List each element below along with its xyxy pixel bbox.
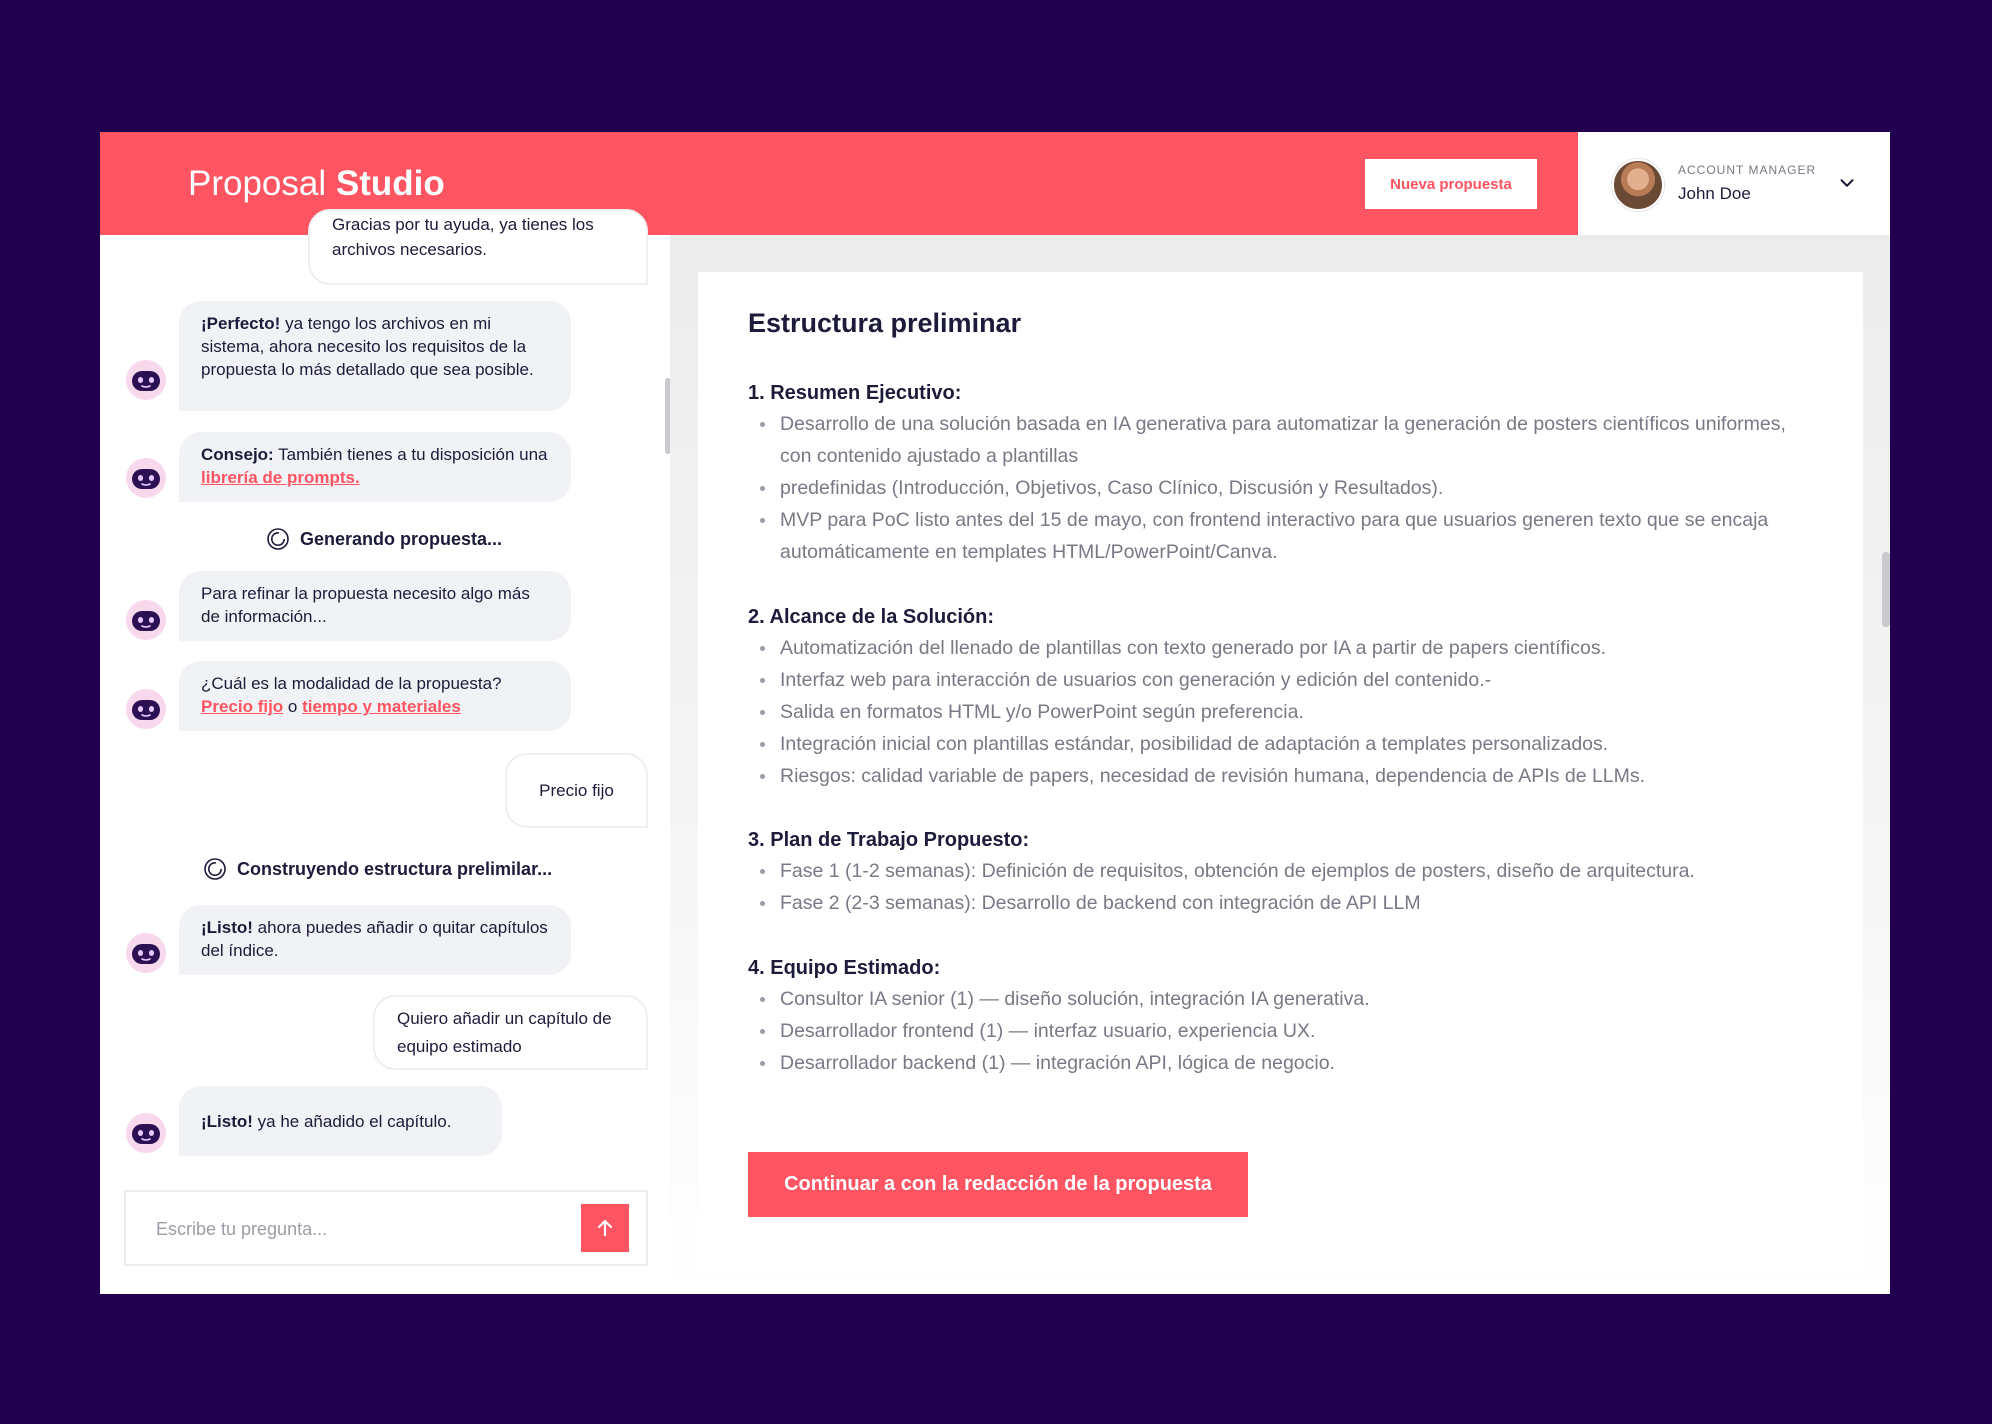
chat-message-bot	[179, 661, 571, 731]
status-text: Generando propuesta...	[300, 528, 503, 549]
list-item: predefinidas (Introducción, Objetivos, Caso Clínico, Discusión y Resultados).	[748, 472, 1808, 504]
message-text: archivos necesarios.	[332, 240, 487, 259]
list-item: MVP para PoC listo antes del 15 de mayo, con frontend interactivo para que usuarios generen texto que se encaja automáticamente en templates HTML/PowerPoint/Canva.	[748, 504, 1808, 568]
list-item: Desarrollador frontend (1) — interfaz usuario, experiencia UX.	[748, 1015, 1808, 1047]
list-item: Integración inicial con plantillas estándar, posibilidad de adaptación a templates personalizados.	[748, 728, 1808, 760]
chat-message-bot	[179, 1086, 502, 1156]
robot-icon	[124, 687, 168, 731]
brand-light: Proposal	[188, 164, 327, 203]
chevron-down-icon[interactable]	[1836, 172, 1858, 194]
message-text: Precio fijo	[539, 780, 614, 800]
robot-icon	[124, 598, 168, 642]
spinner-icon	[203, 857, 227, 881]
user-menu[interactable]	[1578, 132, 1890, 235]
brand-logo[interactable]	[188, 164, 445, 204]
chat-message-bot	[179, 301, 571, 411]
chat-message-user	[308, 209, 648, 285]
list-item: Interfaz web para interacción de usuarios con generación y edición del contenido.-	[748, 664, 1808, 696]
message-bold: ¡Perfecto!	[201, 314, 281, 333]
section-heading: 4. Equipo Estimado:	[748, 957, 941, 979]
send-button[interactable]	[581, 1204, 629, 1252]
message-text: ¿Cuál es la modalidad de la propuesta?	[201, 674, 502, 693]
list-item: Consultor IA senior (1) — diseño solución, integración IA generativa.	[748, 983, 1808, 1015]
modality-options	[201, 695, 549, 718]
option-fixed-price-link[interactable]: Precio fijo	[201, 697, 284, 716]
message-text: Quiero añadir un capítulo de equipo estimado	[397, 1009, 612, 1056]
chat-message-bot	[179, 571, 571, 641]
chat-input[interactable]	[156, 1214, 556, 1244]
status-building	[203, 857, 552, 881]
list-item: Automatización del llenado de plantillas con texto generado por IA a partir de papers científicos.	[748, 632, 1808, 664]
chat-message-bot	[179, 432, 571, 502]
status-text: Construyendo estructura prelimilar...	[237, 858, 553, 879]
user-name: John Doe	[1678, 184, 1751, 203]
status-generating	[266, 527, 502, 551]
document-panel	[670, 235, 1890, 1294]
list-item: Fase 2 (2-3 semanas): Desarrollo de backend con integración de API LLM	[748, 887, 1808, 919]
message-text: Para refinar la propuesta necesito algo más de información...	[201, 584, 530, 626]
list-item: Salida en formatos HTML y/o PowerPoint según preferencia.	[748, 696, 1808, 728]
message-text: ya he añadido el capítulo.	[252, 1111, 452, 1131]
message-text: Gracias por tu ayuda, ya tienes los	[332, 215, 594, 234]
avatar[interactable]	[1612, 159, 1664, 211]
continue-writing-button[interactable]: Continuar a con la redacción de la propuesta	[748, 1152, 1248, 1217]
spinner-icon	[266, 527, 290, 551]
message-text: También tienes a tu disposición una	[273, 445, 548, 464]
section-heading: 1. Resumen Ejecutivo:	[748, 382, 962, 404]
section-heading: 2. Alcance de la Solución:	[748, 606, 994, 628]
section-executive-summary	[748, 382, 1808, 568]
list-item: Desarrollador backend (1) — integración API, lógica de negocio.	[748, 1047, 1808, 1079]
chat-input-box	[124, 1190, 648, 1266]
robot-icon	[124, 456, 168, 500]
message-bold: ¡Listo!	[201, 918, 253, 937]
option-time-materials-link[interactable]: tiempo y materiales	[302, 697, 461, 716]
chat-message-user	[373, 995, 648, 1070]
message-text: ya tengo los archivos en mi sistema, ahora necesito los requisitos de la propuesta lo más detallado que sea posible.	[201, 314, 534, 379]
list-item: Riesgos: calidad variable de papers, necesidad de revisión humana, dependencia de APIs de LLMs.	[748, 760, 1808, 792]
robot-icon	[124, 931, 168, 975]
robot-icon	[124, 358, 168, 402]
document-scrollbar[interactable]	[1882, 552, 1890, 627]
section-scope	[748, 606, 1808, 792]
user-role: ACCOUNT MANAGER	[1678, 163, 1817, 177]
section-team	[748, 957, 1808, 1079]
chat-message-user	[505, 753, 648, 828]
robot-icon	[124, 1111, 168, 1155]
section-work-plan	[748, 829, 1808, 919]
chat-panel	[100, 215, 670, 1294]
document-card	[698, 272, 1863, 1272]
option-separator: o	[283, 697, 303, 716]
chat-message-bot	[179, 905, 571, 975]
document-title: Estructura preliminar	[748, 308, 1022, 338]
prompt-library-link[interactable]: librería de prompts.	[201, 468, 360, 487]
new-proposal-button[interactable]: Nueva propuesta	[1365, 159, 1537, 209]
list-item: Desarrollo de una solución basada en IA generativa para automatizar la generación de posters científicos uniformes, con contenido ajustado a plantillas	[748, 408, 1808, 472]
list-item: Fase 1 (1-2 semanas): Definición de requisitos, obtención de ejemplos de posters, diseño de arquitectura.	[748, 855, 1808, 887]
brand-bold: Studio	[335, 164, 445, 203]
send-arrow-icon	[593, 1216, 617, 1240]
message-bold: Consejo:	[201, 445, 274, 464]
app-window	[100, 132, 1890, 1294]
section-heading: 3. Plan de Trabajo Propuesto:	[748, 829, 1030, 851]
message-text: ahora puedes añadir o quitar capítulos del índice.	[201, 918, 548, 960]
message-bold: ¡Listo!	[201, 1111, 253, 1131]
